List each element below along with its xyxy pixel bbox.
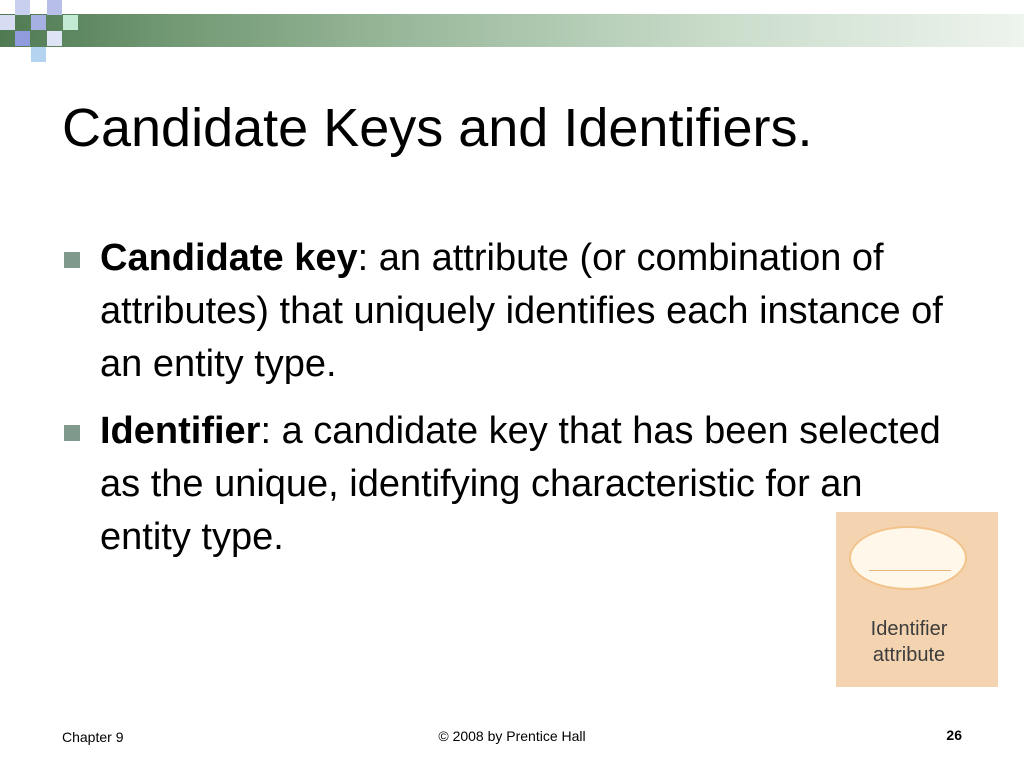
decoration-square: [47, 0, 62, 15]
attribute-ellipse-icon: [849, 526, 967, 590]
header-gradient-band: [0, 14, 1024, 47]
identifier-attribute-symbol: [836, 512, 998, 687]
footer-copyright: © 2008 by Prentice Hall: [438, 728, 586, 744]
page-number: 26: [946, 727, 962, 743]
decoration-square: [0, 15, 15, 30]
square-bullet-icon: [64, 252, 80, 268]
corner-decoration: [0, 0, 80, 64]
symbol-label-line: Identifier: [870, 618, 948, 640]
symbol-label-line: attribute: [872, 644, 946, 666]
bullet-list: [64, 232, 944, 578]
footer-chapter: Chapter 9: [62, 729, 124, 745]
bullet-definition: : an attribute (or combination of attributes) that uniquely identifies each instance of an entity type.: [100, 237, 943, 385]
decoration-square: [47, 31, 62, 46]
decoration-square: [31, 15, 46, 30]
bullet-term: Candidate key: [100, 237, 358, 279]
decoration-square: [31, 47, 46, 62]
bullet-candidate-key: [64, 232, 944, 391]
symbol-label: [836, 616, 982, 668]
slide-title: Candidate Keys and Identifiers.: [62, 98, 813, 158]
decoration-square: [15, 0, 30, 15]
bullet-term: Identifier: [100, 410, 261, 452]
bullet-definition: : a candidate key that has been selected as the unique, identifying characteristic for an entity type.: [100, 410, 941, 558]
decoration-square: [15, 31, 30, 46]
identifier-underline: [869, 570, 951, 571]
square-bullet-icon: [64, 425, 80, 441]
decoration-square: [63, 15, 78, 30]
bullet-identifier: [64, 405, 944, 564]
